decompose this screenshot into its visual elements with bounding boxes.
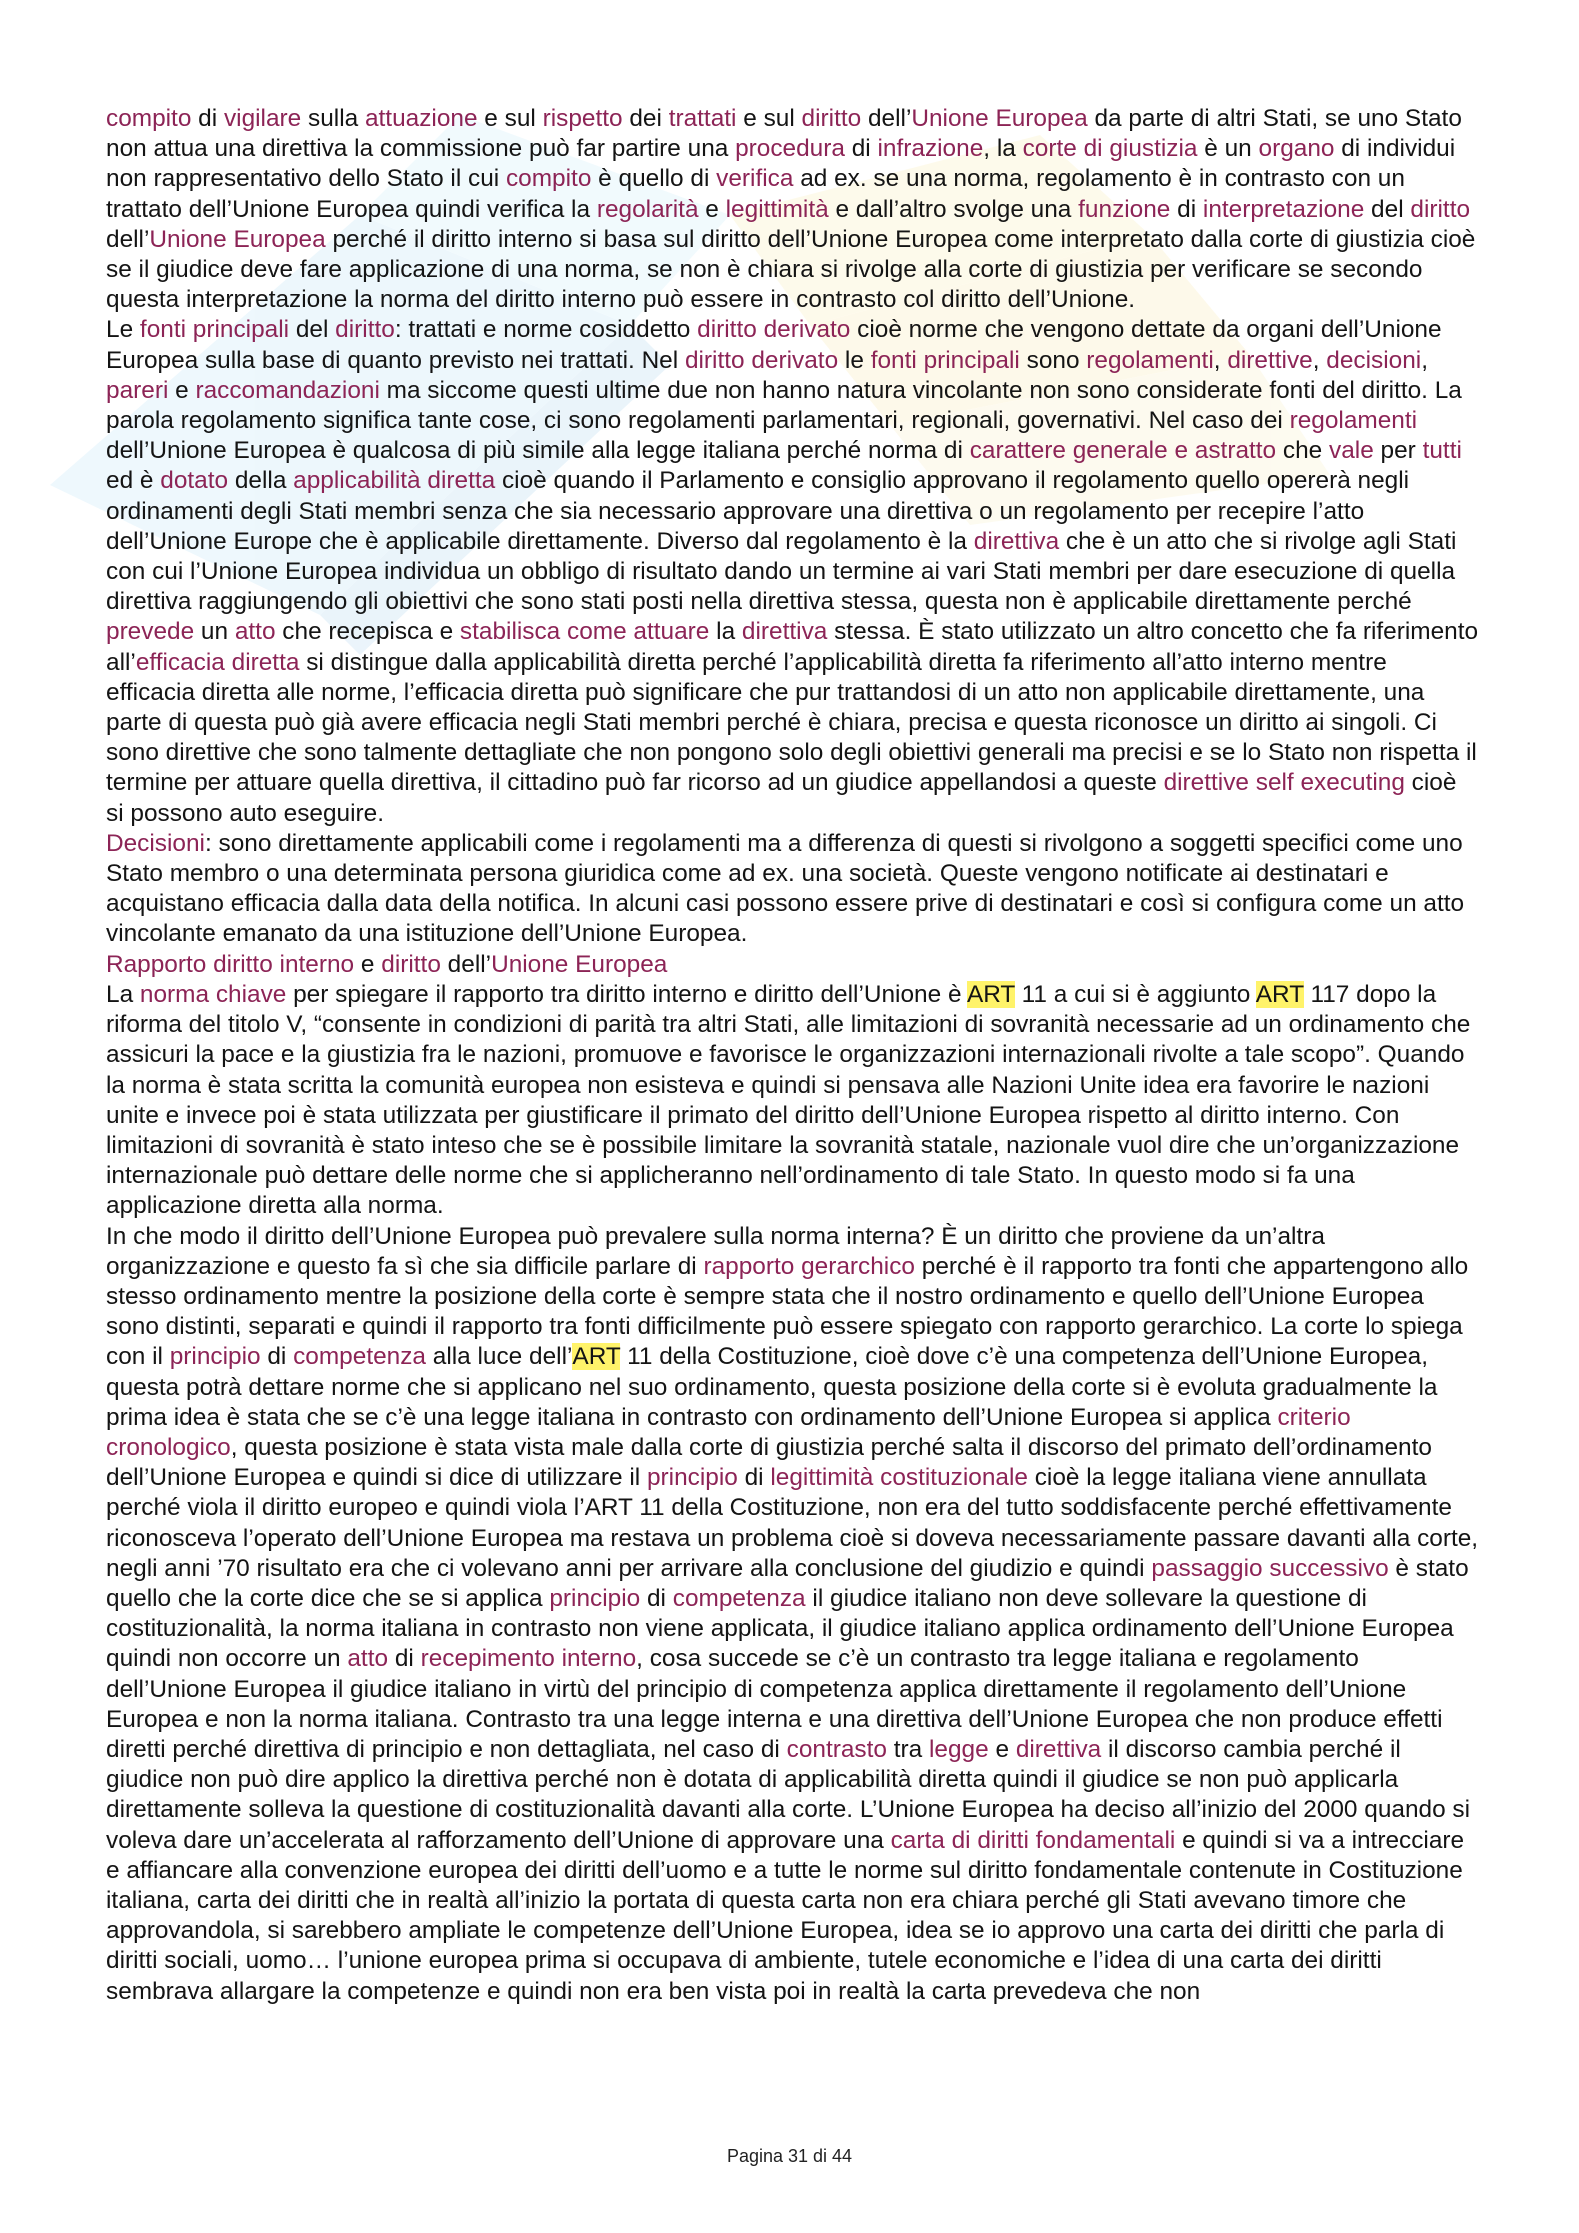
text-run: di — [191, 105, 224, 132]
text-run: e — [168, 376, 196, 404]
text-run: : trattati e norme cosiddetto — [394, 316, 698, 344]
paragraph — [106, 104, 1480, 315]
highlighted-term: ART — [1255, 980, 1304, 1008]
text-run: , cosa succede se c’è un contrasto tra legge italiana e regolamento dell’Unione Europea il giudice italiano in virtù del principio di competenza applica direttamente il regolamento dell’Unione Europea e non la norma italiana. Contrasto tra una legge interna e una direttiva dell’Unione Europea che non produce effetti diretti perché direttiva di principio e non dettagliata, nel caso di — [106, 1645, 1443, 1763]
keyword-term: atto — [347, 1645, 389, 1673]
paragraph — [106, 315, 1480, 828]
text-run: della — [228, 467, 294, 495]
text-run: sulla — [301, 105, 365, 132]
keyword-term: compito — [505, 165, 592, 193]
keyword-term: legge — [929, 1735, 989, 1763]
text-run: perché il diritto interno si basa sul diritto dell’Unione Europea come interpretato dalla corte di giustizia cioè se il giudice deve fare applicazione di una norma, se non è chiara si rivolge alla corte di giustizia per verificare se secondo questa interpretazione la norma del diritto interno può essere in contrasto col diritto dell’Unione. — [106, 225, 1476, 314]
paragraph — [106, 1222, 1480, 2007]
text-run: In che modo il diritto dell’Unione Europea può prevalere sulla norma interna? È un diritto che proviene da un’altra organizzazione e questo fa sì che sia difficile parlare di — [106, 1222, 1325, 1280]
text-run: è stato quello che la corte dice che se si applica — [106, 1554, 1469, 1612]
text-run: e dall’altro svolge una — [828, 195, 1079, 223]
text-run: del — [289, 316, 336, 344]
keyword-term: regolamenti — [1289, 407, 1418, 435]
text-run: di individui non rappresentativo dello Stato il cui — [106, 135, 1456, 193]
keyword-term: atto — [234, 618, 276, 646]
keyword-term: vigilare — [223, 105, 302, 132]
keyword-term: contrasto — [786, 1735, 887, 1763]
text-run: ad ex. se una norma, regolamento è in contrasto con un trattato dell’Unione Europea quindi verifica la — [106, 165, 1405, 223]
text-run: : sono direttamente applicabili come i regolamenti ma a differenza di questi si rivolgono a soggetti specifici come uno Stato membro o una determinata persona giuridica come ad ex. una società. Queste vengono notificate ai destinatari e acquistano efficacia dalla data della notifica. In alcuni casi possono essere prive di destinatari e così si configura come un atto vincolante emanato da una istituzione dell’Unione Europea. — [106, 829, 1465, 948]
text-run: per — [1373, 437, 1423, 465]
keyword-term: compito — [106, 105, 192, 132]
keyword-term: competenza — [293, 1343, 426, 1371]
keyword-term: decisioni — [1326, 346, 1422, 374]
text-run: il discorso cambia perché il giudice non può dire applico la direttiva perché non è dotata di applicabilità diretta quindi il giudice se non può applicarla direttamente solleva la questione di costituzionalità davanti alla corte. L’Unione Europea ha deciso all’inizio del 2000 quando si voleva dare un’accelerata al rafforzamento dell’Unione di approvare una — [106, 1735, 1471, 1854]
keyword-term: principio — [646, 1464, 738, 1492]
paragraph — [106, 950, 1480, 980]
keyword-term: dotato — [160, 467, 229, 495]
keyword-term: trattati — [668, 105, 737, 132]
text-run: cioè la legge italiana viene annullata perché viola il diritto europeo e quindi viola l’ART 11 della Costituzione, non era del tutto soddisfacente perché effettivamente riconosceva l’operato dell’Unione Europea ma restava un problema cioè si doveva necessariamente passare davanti alla corte, negli anni ’70 risultato era che ci volevano anni per arrivare alla conclusione del giudizio e quindi — [106, 1464, 1479, 1582]
text-run: sono — [1019, 346, 1087, 374]
text-run: il giudice italiano non deve sollevare la questione di costituzionalità, la norma italiana in contrasto non viene applicata, il giudice italiano applica ordinamento dell’Unione Europea quindi non occorre un — [106, 1584, 1454, 1673]
text-run: ed è — [106, 467, 161, 495]
text-run: , questa posizione è stata vista male dalla corte di giustizia perché salta il discorso del primato dell’ordinamento dell’Unione Europea e quindi si dice di utilizzare il — [106, 1433, 1432, 1492]
text-run: e — [354, 950, 382, 978]
keyword-term: carta di diritti fondamentali — [890, 1826, 1176, 1854]
text-run: , — [1213, 346, 1228, 374]
keyword-term: direttiva — [741, 618, 828, 646]
keyword-term: legittimità — [725, 195, 829, 223]
keyword-term: funzione — [1078, 195, 1171, 223]
text-run: le — [838, 346, 871, 374]
keyword-term: infrazione — [877, 135, 984, 163]
keyword-term: verifica — [716, 165, 794, 193]
text-run: , la — [983, 135, 1023, 163]
keyword-term: rispetto — [542, 105, 623, 132]
page-number: Pagina 31 di 44 — [726, 2146, 853, 2166]
keyword-term: legittimità costituzionale — [770, 1464, 1028, 1492]
text-run: è quello di — [591, 165, 717, 193]
paragraph — [106, 980, 1480, 1222]
keyword-term: interpretazione — [1202, 195, 1365, 223]
text-run: alla luce dell’ — [425, 1343, 573, 1371]
keyword-term: rapporto gerarchico — [703, 1252, 915, 1280]
keyword-term: diritto derivato — [684, 346, 839, 374]
keyword-term: efficacia diretta — [135, 648, 300, 676]
keyword-term: criterio cronologico — [106, 1403, 1351, 1461]
text-run: di — [737, 1464, 771, 1492]
text-run: e sul — [736, 105, 802, 132]
keyword-term: prevede — [106, 618, 195, 646]
keyword-term: competenza — [672, 1584, 806, 1612]
text-run: di — [1170, 195, 1203, 223]
keyword-term: direttiva — [1015, 1735, 1102, 1763]
highlighted-term: ART — [966, 980, 1015, 1008]
text-run: e — [698, 195, 726, 223]
keyword-term: norma chiave — [139, 980, 287, 1008]
keyword-term: principio — [549, 1584, 641, 1612]
paragraph — [106, 829, 1480, 950]
text-run: dell’ — [106, 225, 150, 253]
text-run: e sul — [477, 105, 543, 132]
keyword-term: Unione Europea — [149, 225, 326, 253]
text-run: si distingue dalla applicabilità diretta perché l’applicabilità diretta fa riferimento all’atto interno mentre efficacia diretta alle norme, l’efficacia diretta può significare che pur trattandosi di un atto non applicabile direttamente, una parte di questa può già avere efficacia negli Stati membri perché è chiara, precisa e questa riconosce un diritto ai singoli. Ci sono direttive che sono talmente dettagliate che non pongono solo degli obiettivi generali ma precisi e se lo Stato non rispetta il termine per attuare quella direttiva, il cittadino può far ricorso ad un giudice appellandosi a queste — [106, 648, 1477, 797]
keyword-term: stabilisca come attuare — [459, 618, 710, 646]
page-body — [106, 104, 1480, 2007]
keyword-term: direttiva — [973, 527, 1060, 555]
keyword-term: Unione Europea — [911, 105, 1088, 132]
text-run: , — [1421, 346, 1428, 374]
text-run: del — [1364, 195, 1411, 223]
keyword-term: raccomandazioni — [195, 376, 380, 404]
text-run: Le — [106, 316, 140, 344]
keyword-term: direttive — [1227, 346, 1313, 374]
text-run: dell’Unione Europea è qualcosa di più simile alla legge italiana perché norma di — [106, 437, 970, 465]
keyword-term: Decisioni — [106, 829, 205, 857]
text-run: 117 dopo la riforma del titolo V, “consente in condizioni di parità tra altri Stati, alle limitazioni di sovranità necessarie ad un ordinamento che assicuri la pace e la giustizia fra le nazioni, promuove e favorisce le organizzazioni internazionali rivolte a tale scopo”. Quando la norma è stata scritta la comunità europea non esisteva e quindi si pensava alle Nazioni Unite idea era favorire le nazioni unite e invece poi è stata utilizzata per giustificare il primato del diritto dell’Unione Europea rispetto al diritto interno. Con limitazioni di sovranità è stato inteso che se è possibile limitare la sovranità statale, nazionale vuol dire che un’organizzazione internazionale può dettare delle norme che si applicheranno nell’ordinamento di tale Stato. In questo modo si fa una applicazione diretta alla norma. — [106, 980, 1471, 1220]
keyword-term: passaggio successivo — [1151, 1554, 1389, 1582]
text-run: cioè si possono auto eseguire. — [106, 769, 1457, 827]
keyword-term: Unione Europea — [491, 950, 668, 978]
keyword-term: principio — [169, 1343, 261, 1371]
text-run: e — [988, 1735, 1016, 1763]
text-run: che recepisca e — [275, 618, 460, 646]
text-run: e quindi si va a intrecciare e affiancare alla convenzione europea dei diritti dell’uomo e a tutte le norme sul diritto fondamentale contenute in Costituzione italiana, carta dei diritti che in realtà all’inizio la portata di questa carta non era chiara perché gli Stati avevano timore che approvandola, si sarebbero ampliate le competenze dell’Unione Europea, idea se io approvo una carta dei diritti che parla di diritti sociali, uomo… l’unione europea prima si occupava di ambiente, tutele economiche e l’idea di una carta dei diritti sembrava allargare la competenze e quindi non era ben vista poi in realtà la carta prevedeva che non — [106, 1826, 1465, 2005]
text-run: dei — [622, 105, 669, 132]
keyword-term: fonti principali — [870, 346, 1020, 374]
text-run: La — [106, 980, 140, 1008]
text-run: per spiegare il rapporto tra diritto interno e diritto dell’Unione è — [286, 980, 967, 1008]
keyword-term: diritto — [1410, 195, 1471, 223]
text-run: cioè quando il Parlamento e consiglio approvano il regolamento quello opererà negli ordinamenti degli Stati membri senza che sia necessario approvare una direttiva o un regolamento per recepire l’atto dell’Unione Europe che è applicabile direttamente. Diverso dal regolamento è la — [106, 467, 1410, 555]
text-run: dell’ — [440, 950, 492, 978]
keyword-term: attuazione — [364, 105, 478, 132]
text-run: dell’ — [861, 105, 912, 132]
text-run: ma siccome questi ultime due non hanno natura vincolante non sono considerate fonti del diritto. La parola regolamento significa tante cose, ci sono regolamenti parlamentari, regionali, governativi. Nel caso dei — [106, 376, 1462, 435]
keyword-term: procedura — [735, 135, 845, 163]
highlighted-term: ART — [572, 1343, 621, 1371]
keyword-term: regolamenti — [1086, 346, 1214, 374]
keyword-term: direttive self executing — [1163, 769, 1405, 797]
text-run: 11 della Costituzione, cioè dove c’è una competenza dell’Unione Europea, questa potrà dettare norme che si applicano nel suo ordinamento, questa posizione della corte si è evoluta gradualmente la prima idea è stata che se c’è una legge italiana in contrasto con ordinamento dell’Unione Europea si applica — [106, 1343, 1438, 1431]
keyword-term: carattere generale e astratto — [969, 437, 1277, 465]
text-run: stessa. È stato utilizzato un altro concetto che fa riferimento all’ — [106, 618, 1479, 676]
text-run: la — [709, 618, 742, 646]
text-run: è un — [1197, 135, 1259, 163]
text-run: che è un atto che si rivolge agli Stati con cui l’Unione Europea individua un obbligo di risultato dando un termine ai vari Stati membri per dare esecuzione di quella direttiva raggiungendo gli obiettivi che sono stati posti nella direttiva stessa, questa non è applicabile direttamente perché — [106, 527, 1457, 616]
keyword-term: diritto — [801, 105, 862, 132]
text-run: , — [1312, 346, 1327, 374]
text-run: 11 a cui si è aggiunto — [1014, 980, 1256, 1008]
text-run: cioè norme che vengono dettate da organi dell’Unione Europea sulla base di quanto previsto nei trattati. Nel — [106, 316, 1442, 374]
keyword-term: pareri — [106, 376, 169, 404]
keyword-term: diritto — [335, 316, 395, 344]
keyword-term: applicabilità diretta — [293, 467, 496, 495]
keyword-term: vale — [1329, 437, 1374, 465]
text-run: da parte di altri Stati, se uno Stato non attua una direttiva la commissione può far partire una — [106, 105, 1462, 163]
keyword-term: regolarità — [596, 195, 699, 223]
keyword-term: organo — [1258, 135, 1335, 163]
text-run: di — [388, 1645, 421, 1673]
text-run: di — [260, 1343, 294, 1371]
keyword-term: Rapporto diritto interno — [106, 950, 355, 978]
text-run: tra — [886, 1735, 929, 1763]
keyword-term: recepimento interno — [420, 1645, 637, 1673]
keyword-term: corte di giustizia — [1022, 135, 1198, 163]
text-run: un — [194, 618, 235, 646]
keyword-term: tutti — [1422, 437, 1462, 465]
text-run: di — [640, 1584, 673, 1612]
keyword-term: diritto derivato — [697, 316, 851, 344]
text-run: che — [1276, 437, 1330, 465]
text-run: di — [844, 135, 878, 163]
keyword-term: diritto — [381, 950, 441, 978]
keyword-term: fonti principali — [139, 316, 290, 344]
text-run: perché è il rapporto tra fonti che appartengono allo stesso ordinamento mentre la posizione della corte è sempre stata che il nostro ordinamento e quello dell’Unione Europea sono distinti, separati e quindi il rapporto tra fonti difficilmente può essere spiegato con rapporto gerarchico. La corte lo spiega con il — [106, 1252, 1469, 1371]
